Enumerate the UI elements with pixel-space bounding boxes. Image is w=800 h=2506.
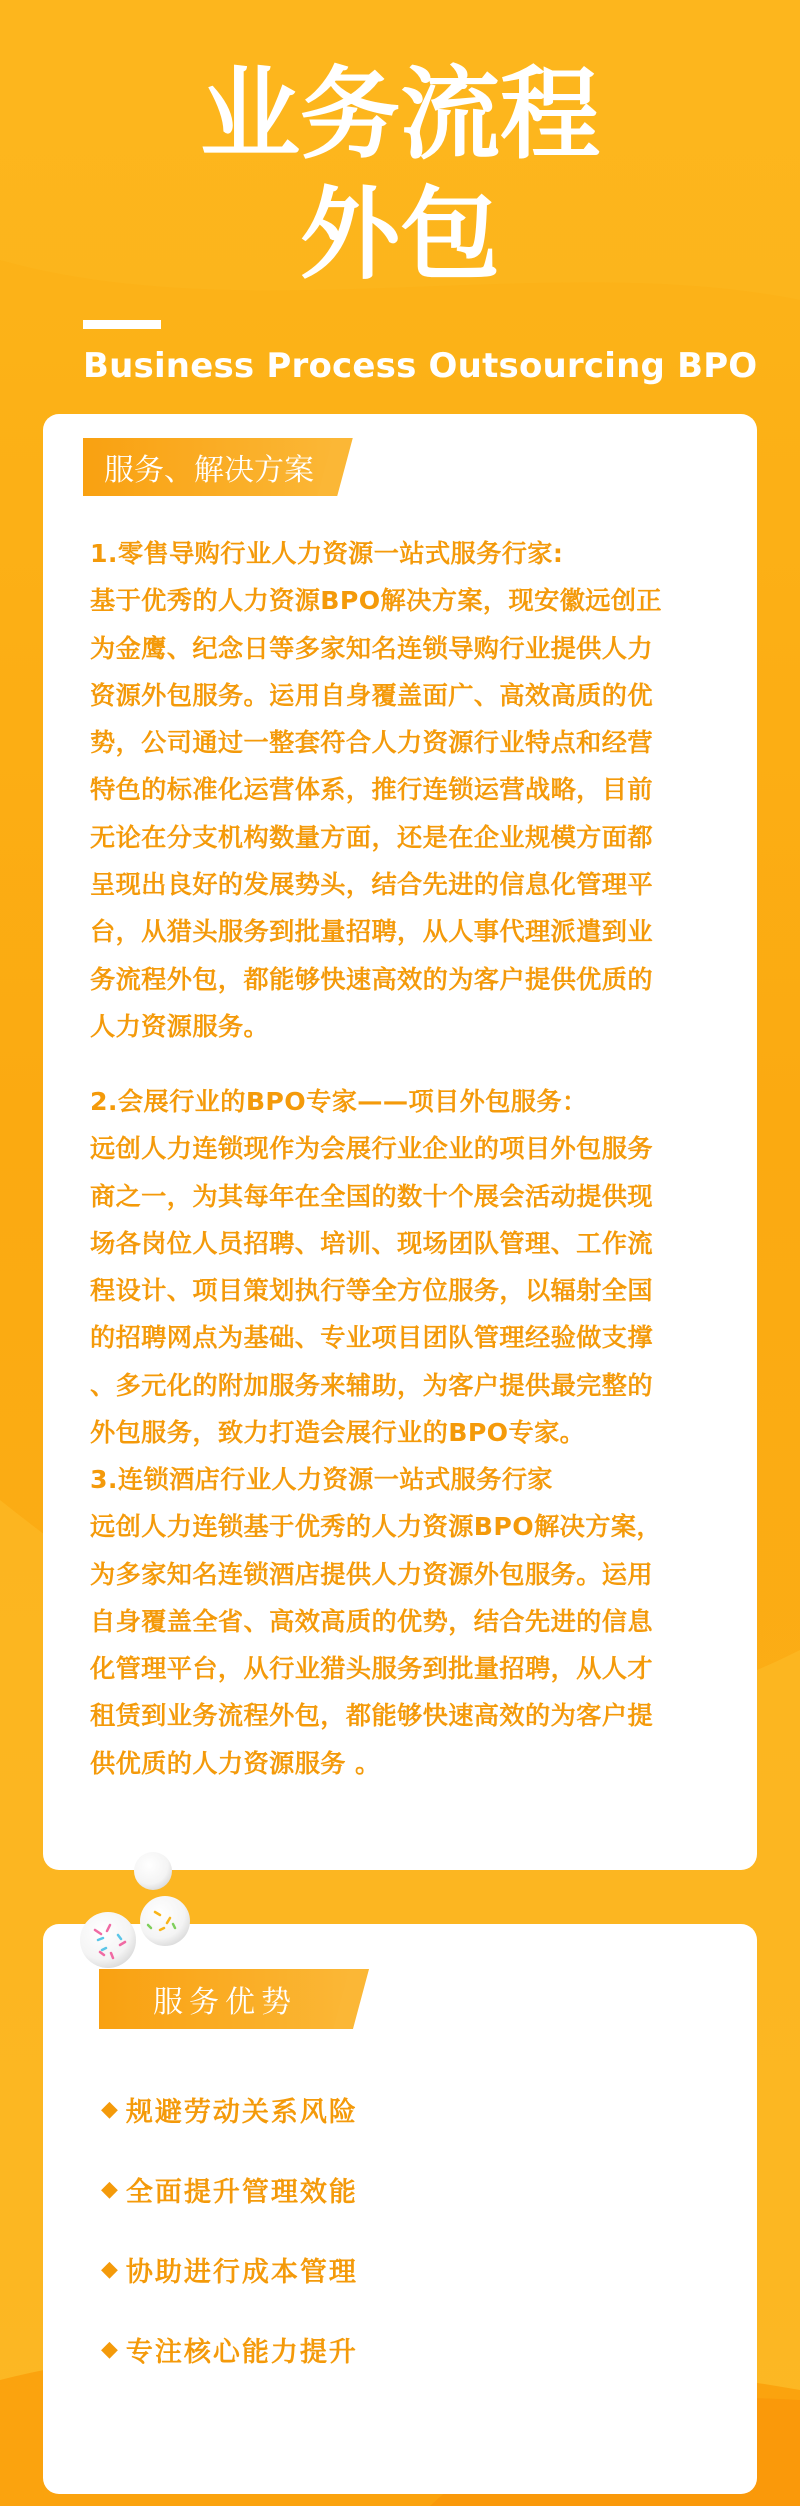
section-exhibition [90, 1078, 730, 1456]
advantage-label: 规避劳动关系风险 [125, 2096, 358, 2128]
section-retail-line: 资源外包服务。运用自身覆盖面广、高效高质的优 [90, 680, 653, 710]
page-subtitle: Business Process Outsourcing BPO [83, 346, 758, 386]
advantages-tag: 服务优势 [99, 1969, 351, 2029]
advantage-item [101, 2309, 358, 2389]
advantage-item [101, 2069, 358, 2149]
section-exhibition-line: 2.会展行业的BPO专家——项目外包服务： [90, 1087, 588, 1116]
section-exhibition-line: 、多元化的附加服务来辅助，为客户提供最完整的 [90, 1370, 653, 1400]
section-retail-line: 势，公司通过一整套符合人力资源行业特点和经营 [90, 728, 653, 758]
section-retail-line: 特色的标准化运营体系，推行连锁运营战略，目前 [90, 775, 653, 805]
diamond-bullet-icon: ◆ [101, 2256, 120, 2282]
section-retail-line: 为金鹰、纪念日等多家知名连锁导购行业提供人力 [90, 633, 653, 663]
section-retail-line: 人力资源服务。 [90, 1011, 270, 1041]
advantages-list [101, 2069, 358, 2389]
section-retail-line: 务流程外包，都能够快速高效的为客户提供优质的 [90, 964, 653, 994]
section-hotel-line: 远创人力连锁基于优秀的人力资源BPO解决方案， [90, 1512, 663, 1542]
section-exhibition-line: 场各岗位人员招聘、培训、现场团队管理、工作流 [90, 1228, 653, 1258]
advantage-item [101, 2229, 358, 2309]
section-hotel-line: 为多家知名连锁酒店提供人力资源外包服务。运用 [90, 1559, 653, 1589]
diamond-bullet-icon: ◆ [101, 2336, 120, 2362]
section-retail-line: 1.零售导购行业人力资源一站式服务行家: [90, 539, 564, 568]
section-retail-line: 台，从猎头服务到批量招聘，从人事代理派遣到业 [90, 917, 653, 947]
section-retail-line: 无论在分支机构数量方面，还是在企业规模方面都 [90, 822, 653, 852]
section-retail-line: 基于优秀的人力资源BPO解决方案，现安徽远创正 [90, 586, 663, 616]
advantage-label: 全面提升管理效能 [125, 2176, 358, 2208]
section-exhibition-line: 的招聘网点为基础、专业项目团队管理经验做支撑 [90, 1323, 653, 1353]
advantages-card [43, 1924, 757, 2494]
title-divider [83, 320, 161, 329]
section-hotel-line: 租赁到业务流程外包，都能够快速高效的为客户提 [90, 1701, 653, 1731]
section-exhibition-line: 程设计、项目策划执行等全方位服务，以辐射全国 [90, 1276, 653, 1306]
solutions-tag: 服务、解决方案 [83, 438, 335, 496]
page-title-line1: 业务流程 [200, 56, 600, 173]
advantage-item [101, 2149, 358, 2229]
diamond-bullet-icon: ◆ [101, 2096, 120, 2122]
section-exhibition-line: 远创人力连锁现作为会展行业企业的项目外包服务 [90, 1134, 653, 1164]
section-hotel-line: 化管理平台，从行业猎头服务到批量招聘，从人才 [90, 1654, 653, 1684]
section-exhibition-line: 外包服务，致力打造会展行业的BPO专家。 [90, 1418, 586, 1448]
page-title-line2: 外包 [300, 176, 500, 293]
section-hotel-line: 自身覆盖全省、高效高质的优势，结合先进的信息 [90, 1606, 653, 1636]
solutions-card [43, 414, 757, 1870]
advantage-label: 协助进行成本管理 [125, 2256, 358, 2288]
section-exhibition-line: 商之一，为其每年在全国的数十个展会活动提供现 [90, 1181, 653, 1211]
section-retail [90, 530, 730, 1050]
section-hotel-line: 供优质的人力资源服务 。 [90, 1748, 381, 1778]
section-hotel [90, 1456, 730, 1787]
advantage-label: 专注核心能力提升 [125, 2336, 358, 2368]
section-hotel-line: 3.连锁酒店行业人力资源一站式服务行家 [90, 1465, 553, 1494]
diamond-bullet-icon: ◆ [101, 2176, 120, 2202]
section-retail-line: 呈现出良好的发展势头，结合先进的信息化管理平 [90, 870, 653, 900]
